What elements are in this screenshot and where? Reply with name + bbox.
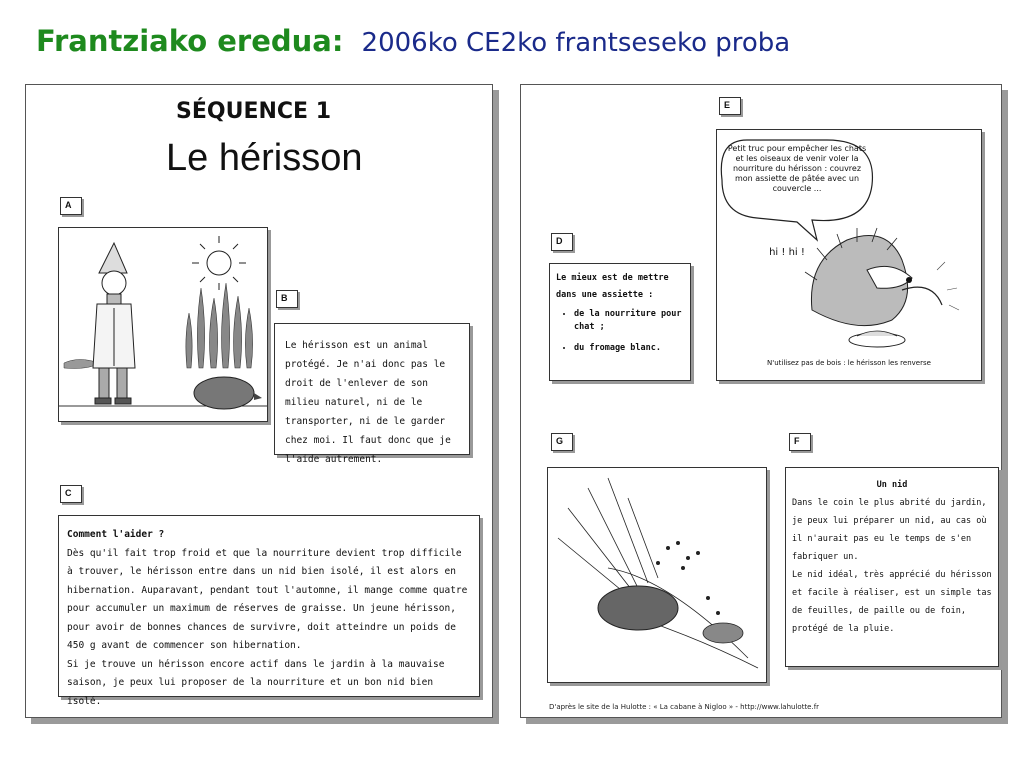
illustration-hedgehog-cartoon bbox=[716, 129, 982, 381]
box-d-item-1: • de la nourriture pour chat ; bbox=[574, 308, 684, 334]
box-f-heading: Un nid bbox=[876, 480, 908, 490]
box-c-heading: Comment l'aider ? bbox=[67, 529, 165, 540]
box-c-paragraph-1: Dès qu'il fait trop froid et que la nourriture devient trop difficile à trouver, le hérisson entre dans un nid bien isolé, il est alors en hibernation. Auparavant, pendant tout l'automne, il mange comme quatre pour accumuler un maximum de réserves de graisse. Un jeune hérisson, pour avoir de bonnes chances de survivre, doit atteindre un poids de 450 g avant de commencer son hibernation. bbox=[67, 547, 468, 651]
box-d-text bbox=[549, 263, 691, 381]
box-f-paragraph-1: Dans le coin le plus abrité du jardin, je peux lui préparer un nid, au cas où il n'aurait pas eu le temps de s'en fabriquer un. bbox=[792, 498, 987, 562]
box-d-item-2: • du fromage blanc. bbox=[574, 342, 684, 355]
tag-d: D bbox=[551, 233, 573, 251]
tag-c: C bbox=[60, 485, 82, 503]
box-f-text bbox=[785, 467, 999, 667]
tag-a: A bbox=[60, 197, 82, 215]
tag-g: G bbox=[551, 433, 573, 451]
illustration-nest bbox=[547, 467, 767, 683]
source-credit: D'après le site de la Hulotte : « La cabane à Nigloo » - http://www.lahulotte.fr bbox=[549, 703, 820, 711]
box-f-paragraph-2: Le nid idéal, très apprécié du hérisson et facile à réaliser, est un simple tas de feuilles, de paille ou de foin, protégé de la pluie. bbox=[792, 570, 992, 634]
box-b-paragraph: Le hérisson est un animal protégé. Je n'ai donc pas le droit de l'enlever de son milieu naturel, ni de le transporter, ni de le garder chez moi. Il faut donc que je l'aide autrement. bbox=[285, 340, 451, 465]
tag-e: E bbox=[719, 97, 741, 115]
right-document-page bbox=[520, 84, 1002, 718]
illustration-child-hedgehog bbox=[58, 227, 268, 422]
box-d-list bbox=[556, 308, 684, 355]
tag-f: F bbox=[789, 433, 811, 451]
box-e-caption: N'utilisez pas de bois : le hérisson les renverse bbox=[767, 359, 931, 367]
document-title: Le hérisson bbox=[166, 137, 363, 179]
box-d-intro: Le mieux est de mettre dans une assiette : bbox=[556, 273, 669, 300]
slide-title-main: Frantziako eredua: bbox=[36, 24, 344, 58]
child-hedgehog-drawing bbox=[59, 228, 267, 421]
slide-title-sub: 2006ko CE2ko frantseseko proba bbox=[361, 28, 791, 58]
box-c-paragraph-2: Si je trouve un hérisson encore actif dans le jardin à la mauvaise saison, je peux lui proposer de la nourriture et un bon nid bien isolé. bbox=[67, 658, 445, 707]
sequence-label: SÉQUENCE 1 bbox=[176, 99, 332, 124]
speech-bubble-text: Petit truc pour empêcher les chats et les oiseaux de venir voler la nourriture du hérisson : couvrez mon assiette de pâtée avec un couvercle ... bbox=[727, 144, 867, 193]
tag-b: B bbox=[276, 290, 298, 308]
box-b-text bbox=[274, 323, 470, 465]
slide-title bbox=[36, 24, 790, 59]
left-document-page bbox=[25, 84, 493, 718]
nest-drawing bbox=[548, 468, 766, 682]
box-c-text bbox=[58, 515, 480, 707]
hi-hi-text: hi ! hi ! bbox=[769, 247, 805, 258]
